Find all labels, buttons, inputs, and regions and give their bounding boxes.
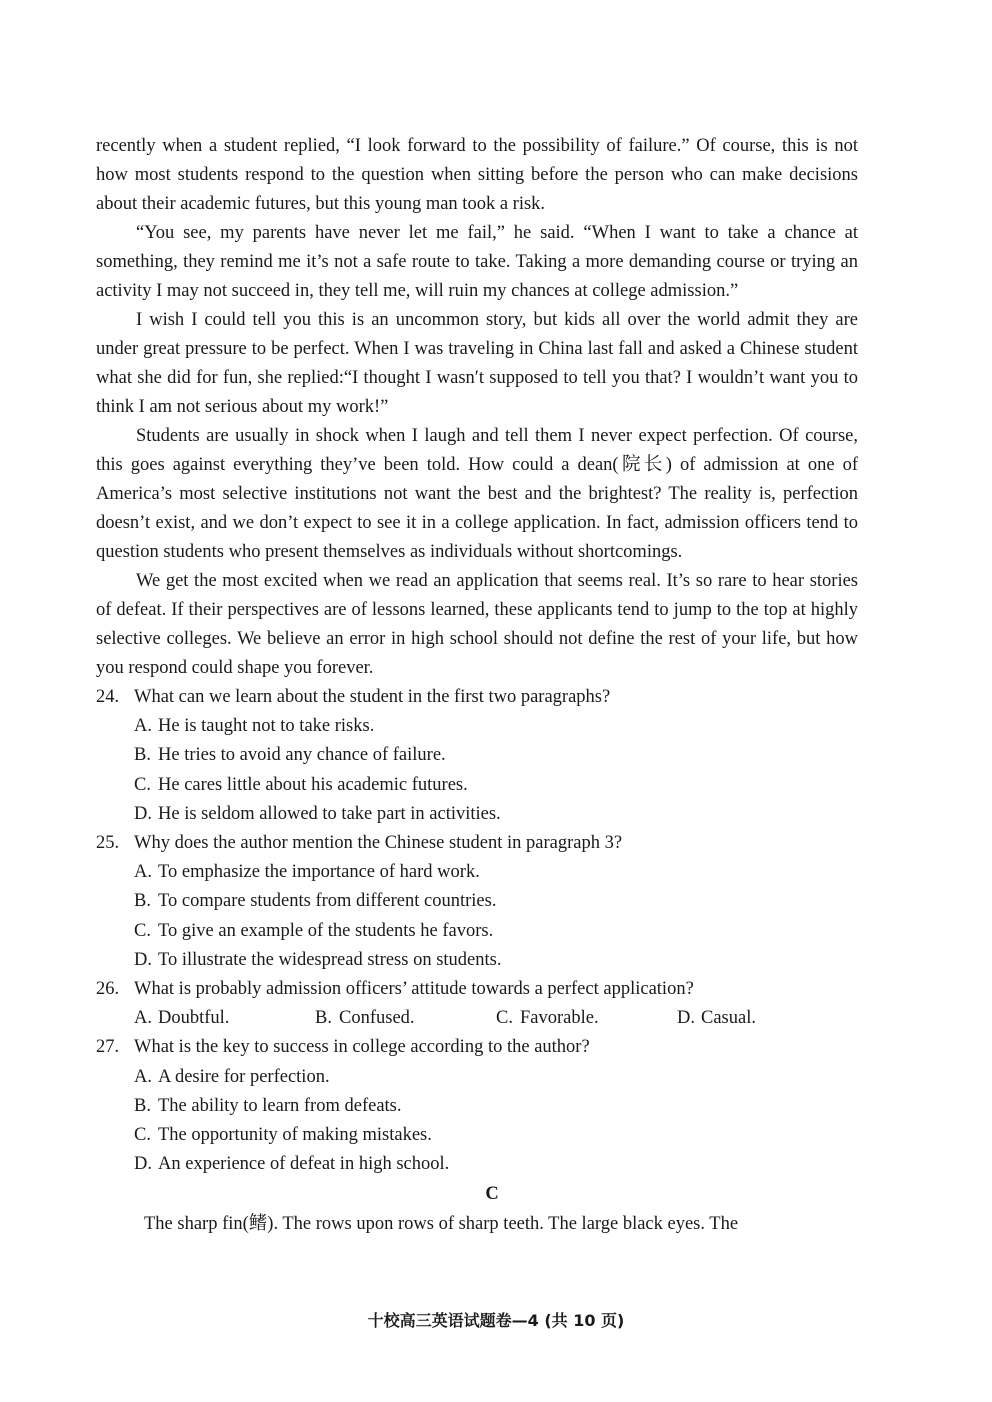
question-text: What is probably admission officers’ attitude towards a perfect application? [134,979,694,1000]
question-text: What is the key to success in college according to the author? [134,1037,590,1058]
reading-passage-b [96,132,858,683]
option-letter: B. [134,745,151,766]
option-letter: D. [677,1008,695,1029]
question-list [96,683,858,1179]
option-d [134,800,858,829]
question-25 [96,829,858,975]
option-c [496,1004,677,1033]
option-text: An experience of defeat in high school. [158,1154,450,1175]
question-27 [96,1033,858,1179]
option-text: To compare students from different countries. [158,891,497,912]
option-list [96,858,858,975]
option-letter: A. [134,1066,152,1087]
section-heading-c: C [485,1184,499,1205]
option-letter: B. [134,1095,151,1116]
option-text: He tries to avoid any chance of failure. [158,745,446,766]
option-a [134,1063,858,1092]
option-b [134,887,858,916]
question-number: 24. [96,687,120,707]
option-d [134,946,858,975]
option-letter: B. [315,1008,332,1029]
option-text: To illustrate the widespread stress on students. [158,949,502,970]
question-text: What can we learn about the student in the first two paragraphs? [134,687,611,707]
option-text: A desire for perfection. [158,1066,330,1087]
option-list [96,1004,858,1033]
option-letter: D. [134,1154,152,1175]
option-b [134,741,858,770]
passage-c [96,1209,858,1239]
passage-paragraph-5: We get the most excited when we read an application that seems real. It’s so rare to hear stories of defeat. If their perspectives are of lessons learned, these applicants tend to jump to the top at highly selective colleges. We believe an error in high school should not define the rest of your life, but how you respond could shape you forever. [96,571,858,678]
option-d [677,1004,858,1033]
question-text: Why does the author mention the Chinese student in paragraph 3? [134,833,623,854]
option-c [134,1121,858,1150]
option-letter: D. [134,949,152,970]
option-list [96,712,858,829]
option-a [134,858,858,887]
page-footer: 十校高三英语试题卷—4 (共 10 页) [367,1311,625,1330]
option-letter: C. [134,1125,151,1146]
question-number: 27. [96,1037,120,1058]
passage-c-first-line: The sharp fin(鳍). The rows upon rows of sharp teeth. The large black eyes. The [144,1214,739,1235]
option-letter: A. [134,862,152,883]
option-letter: C. [134,920,151,941]
question-24 [96,683,858,829]
option-c [134,771,858,800]
option-a [134,1004,315,1033]
question-stem [96,1033,858,1062]
option-text: Confused. [339,1008,415,1029]
option-text: He is seldom allowed to take part in activities. [158,803,501,824]
option-list [96,1063,858,1180]
option-text: The ability to learn from defeats. [158,1095,402,1116]
question-number: 25. [96,833,120,854]
question-stem [96,975,858,1004]
option-b [134,1092,858,1121]
option-b [315,1004,496,1033]
option-letter: D. [134,803,152,824]
question-number: 26. [96,979,120,1000]
option-letter: C. [496,1008,513,1029]
passage-paragraph-1: recently when a student replied, “I look forward to the possibility of failure.” Of course, this is not how most students respond to the question when sitting before the person who can make decisions about their academic futures, but this young man took a risk. [96,136,858,214]
option-text: Doubtful. [158,1008,230,1029]
option-text: He cares little about his academic futures. [158,774,468,795]
option-letter: A. [134,1008,152,1029]
passage-paragraph-2: “You see, my parents have never let me fail,” he said. “When I want to take a chance at something, they remind me it’s not a safe route to take. Taking a more demanding course or trying an activity I may not succeed in, they tell me, will ruin my chances at college admission.” [96,223,858,301]
option-letter: B. [134,891,151,912]
passage-paragraph-4: Students are usually in shock when I laugh and tell them I never expect perfection. Of course, this goes against everything they’ve been told. How could a dean(院长) of admission at one of America’s most selective institutions not want the best and the brightest? The reality is, perfection doesn’t exist, and we don’t expect to see it in a college application. In fact, admission officers tend to question students who present themselves as individuals without shortcomings. [96,426,858,562]
option-text: To give an example of the students he favors. [158,920,494,941]
question-stem [96,683,858,712]
option-text: To emphasize the importance of hard work. [158,862,480,883]
option-c [134,917,858,946]
passage-paragraph-3: I wish I could tell you this is an uncommon story, but kids all over the world admit they are under great pressure to be perfect. When I was traveling in China last fall and asked a Chinese student what she did for fun, she replied:“I thought I wasn′t supposed to tell you that? I wouldn’t want you to think I am not serious about my work!” [96,310,858,417]
option-text: Favorable. [520,1008,599,1029]
option-letter: A. [134,716,152,737]
option-letter: C. [134,774,151,795]
question-26 [96,975,858,1033]
option-text: The opportunity of making mistakes. [158,1125,432,1146]
option-a [134,712,858,741]
option-text: He is taught not to take risks. [158,716,375,737]
option-d [134,1150,858,1179]
question-stem [96,829,858,858]
option-text: Casual. [701,1008,756,1029]
